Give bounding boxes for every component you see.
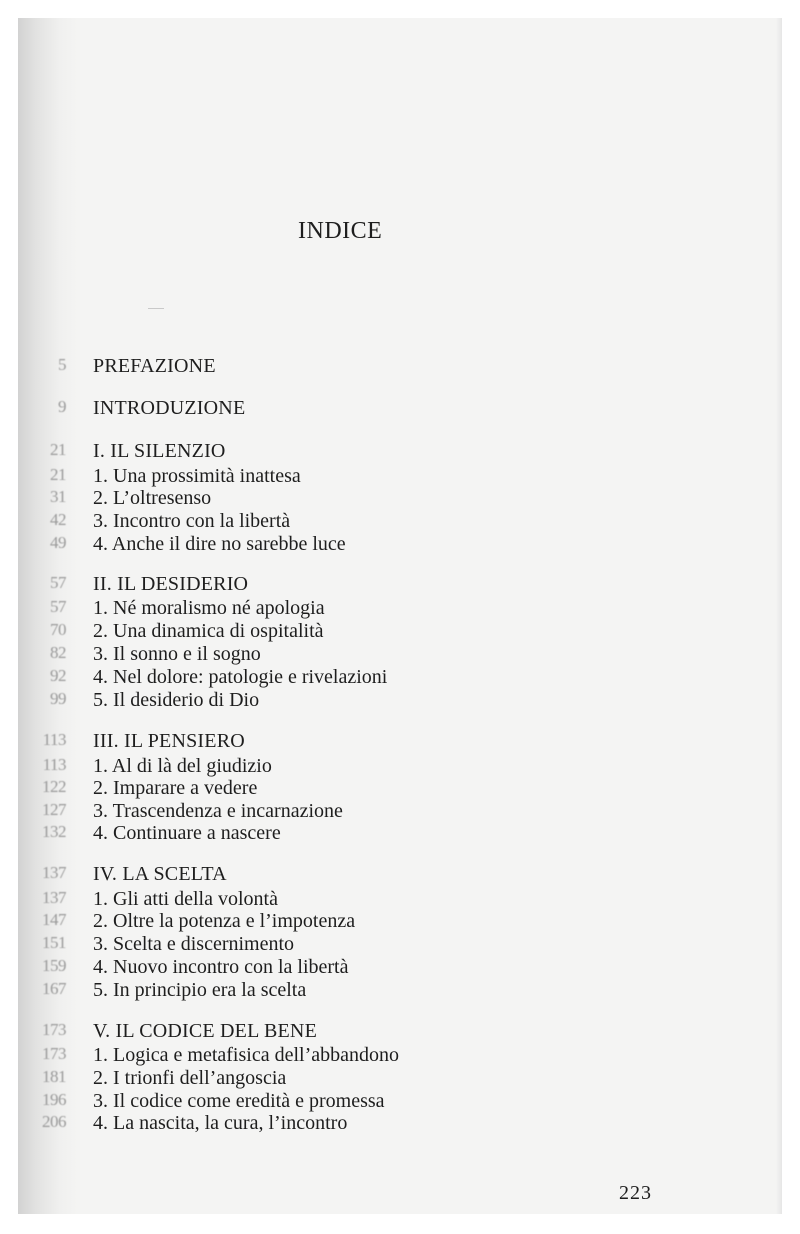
toc-item bbox=[0, 666, 800, 690]
toc-section bbox=[0, 440, 800, 464]
toc-item-title: 3. Scelta e discernimento bbox=[93, 933, 295, 955]
toc-item bbox=[0, 777, 800, 801]
toc-section-title: PREFAZIONE bbox=[93, 355, 216, 377]
toc-item-title: 3. Incontro con la libertà bbox=[93, 510, 291, 532]
toc-item bbox=[0, 755, 800, 779]
toc-item bbox=[0, 597, 800, 621]
toc-item-title: 2. Una dinamica di ospitalità bbox=[93, 620, 324, 642]
toc-section-title: I. IL SILENZIO bbox=[93, 440, 226, 462]
toc-item bbox=[0, 1090, 800, 1114]
toc-item-title: 4. Nuovo incontro con la libertà bbox=[93, 956, 349, 978]
toc-item-title: 1. Al di là del giudizio bbox=[93, 755, 272, 777]
toc-page-number: 82 bbox=[50, 643, 66, 662]
toc-item-title: 2. Imparare a vedere bbox=[93, 777, 258, 799]
toc-page-number: 99 bbox=[50, 689, 66, 708]
toc-page-number: 9 bbox=[58, 397, 66, 416]
toc-page-number: 151 bbox=[42, 933, 66, 952]
toc-section-title: V. IL CODICE DEL BENE bbox=[93, 1020, 317, 1042]
toc-page-number: 92 bbox=[50, 666, 66, 685]
toc-page-number: 196 bbox=[42, 1090, 66, 1109]
toc-item bbox=[0, 822, 800, 846]
toc-item-title: 1. Gli atti della volontà bbox=[93, 888, 278, 910]
print-mark bbox=[148, 308, 164, 309]
toc-item bbox=[0, 487, 800, 511]
toc-page-number: 173 bbox=[42, 1044, 66, 1063]
toc-page-number: 173 bbox=[42, 1020, 66, 1039]
toc-item bbox=[0, 800, 800, 824]
toc-item-title: 5. In principio era la scelta bbox=[93, 979, 307, 1001]
toc-item bbox=[0, 533, 800, 557]
toc-page-number: 137 bbox=[42, 863, 66, 882]
index-title-text: INDICE bbox=[298, 218, 383, 244]
toc-item-title: 4. Anche il dire no sarebbe luce bbox=[93, 533, 346, 555]
toc-item-title: 3. Trascendenza e incarnazione bbox=[93, 800, 343, 822]
toc-item-title: 1. Né moralismo né apologia bbox=[93, 597, 325, 619]
toc-page-number: 49 bbox=[50, 533, 66, 552]
toc-item-title: 1. Una prossimità inattesa bbox=[93, 465, 301, 487]
toc-item-title: 3. Il sonno e il sogno bbox=[93, 643, 261, 665]
toc-section-title: III. IL PENSIERO bbox=[93, 730, 245, 752]
toc-page-number: 122 bbox=[42, 777, 66, 796]
toc-item bbox=[0, 1044, 800, 1068]
toc-page-number: 5 bbox=[58, 355, 66, 374]
toc-item bbox=[0, 910, 800, 934]
toc-item-title: 2. Oltre la potenza e l’impotenza bbox=[93, 910, 356, 932]
page-number: 223 bbox=[619, 1182, 652, 1204]
toc-section bbox=[0, 863, 800, 887]
toc-item bbox=[0, 1067, 800, 1091]
toc-page-number: 132 bbox=[42, 822, 66, 841]
toc-section bbox=[0, 355, 800, 379]
toc-item bbox=[0, 510, 800, 534]
toc-item-title: 2. L’oltresenso bbox=[93, 487, 212, 509]
toc-page-number: 42 bbox=[50, 510, 66, 529]
toc-page-number: 31 bbox=[50, 487, 66, 506]
toc-item bbox=[0, 979, 800, 1003]
toc-page-number: 159 bbox=[42, 956, 66, 975]
toc-page-number: 113 bbox=[42, 730, 66, 749]
toc-section-title: II. IL DESIDERIO bbox=[93, 573, 249, 595]
toc-item bbox=[0, 956, 800, 980]
toc-item bbox=[0, 888, 800, 912]
toc-section bbox=[0, 573, 800, 597]
toc-item-title: 3. Il codice come eredità e promessa bbox=[93, 1090, 385, 1112]
toc-page-number: 70 bbox=[50, 620, 66, 639]
toc-page-number: 57 bbox=[50, 597, 66, 616]
toc-page-number: 21 bbox=[50, 465, 66, 484]
toc-page-number: 147 bbox=[42, 910, 66, 929]
toc-section bbox=[0, 730, 800, 754]
toc-page-number: 167 bbox=[42, 979, 66, 998]
toc-item bbox=[0, 643, 800, 667]
toc-item-title: 4. Nel dolore: patologie e rivelazioni bbox=[93, 666, 388, 688]
toc-section bbox=[0, 1020, 800, 1044]
toc-page-number: 137 bbox=[42, 888, 66, 907]
toc-item bbox=[0, 689, 800, 713]
toc-section bbox=[0, 397, 800, 421]
toc-item bbox=[0, 933, 800, 957]
toc-item bbox=[0, 1112, 800, 1136]
toc-item bbox=[0, 465, 800, 489]
toc-section-title: IV. LA SCELTA bbox=[93, 863, 227, 885]
toc-item-title: 1. Logica e metafisica dell’abbandono bbox=[93, 1044, 399, 1066]
toc-page-number: 181 bbox=[42, 1067, 66, 1086]
toc-section-title: INTRODUZIONE bbox=[93, 397, 246, 419]
toc-item-title: 2. I trionfi dell’angoscia bbox=[93, 1067, 287, 1089]
toc-item-title: 5. Il desiderio di Dio bbox=[93, 689, 260, 711]
toc-item-title: 4. Continuare a nascere bbox=[93, 822, 281, 844]
toc-item-title: 4. La nascita, la cura, l’incontro bbox=[93, 1112, 348, 1134]
toc-page-number: 206 bbox=[42, 1112, 66, 1131]
toc-item bbox=[0, 620, 800, 644]
toc-page-number: 57 bbox=[50, 573, 66, 592]
toc-page-number: 127 bbox=[42, 800, 66, 819]
toc-page-number: 21 bbox=[50, 440, 66, 459]
toc-page-number: 113 bbox=[42, 755, 66, 774]
